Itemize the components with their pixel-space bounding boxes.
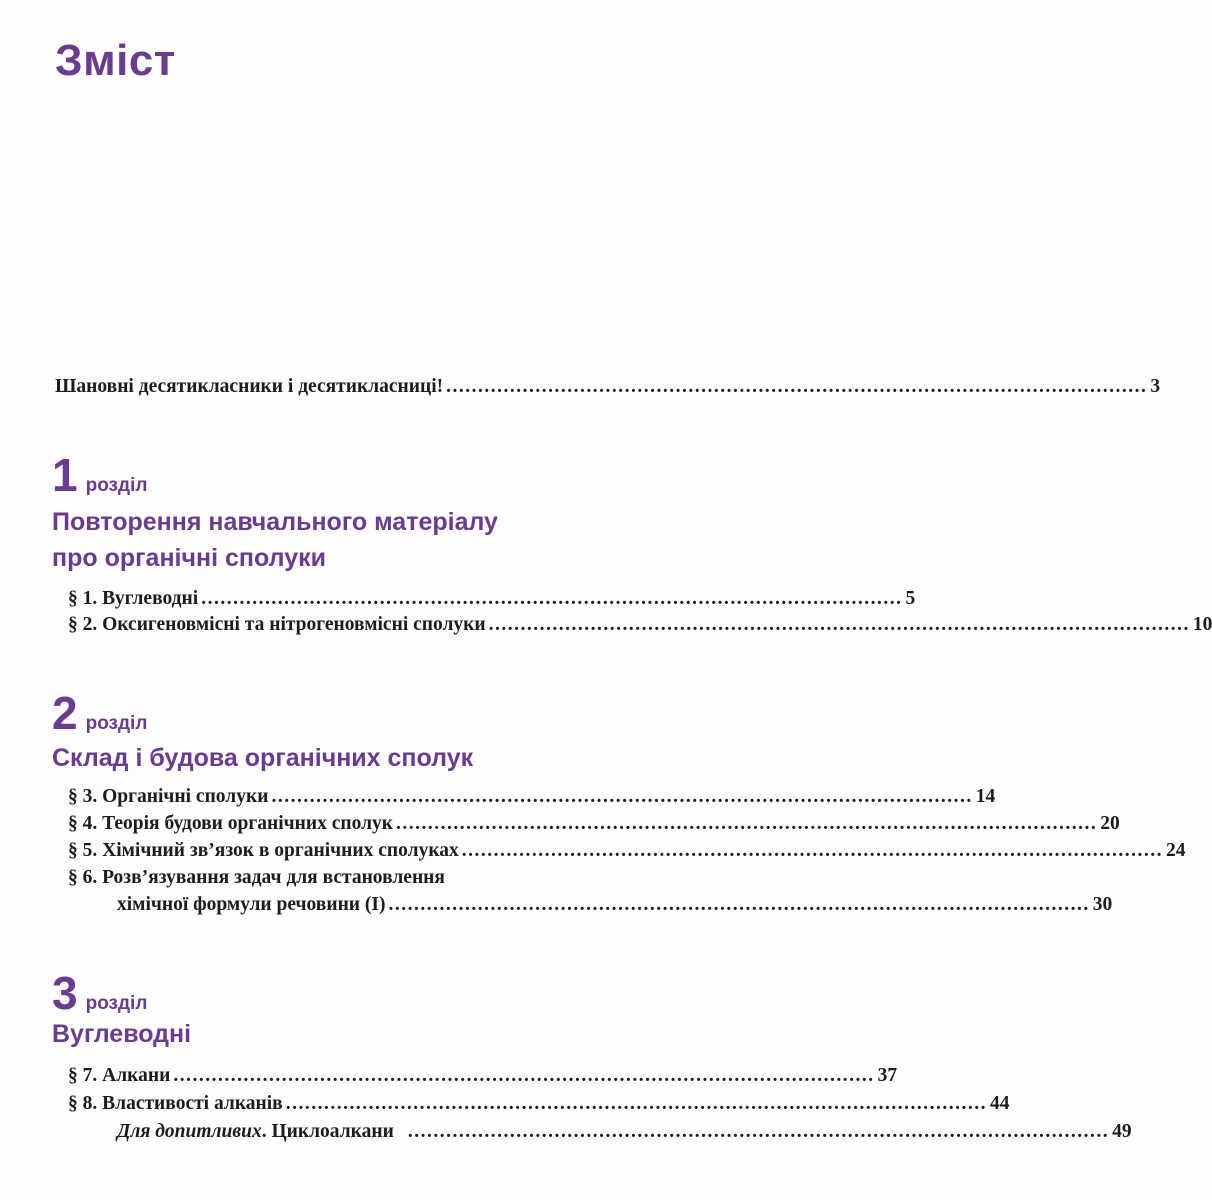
- toc-entry[interactable]: [68, 786, 996, 808]
- toc-entry-label: § 8. Властивості алканів: [68, 1093, 283, 1114]
- leader-dots: ..............................................................................................................: [388, 894, 1090, 915]
- toc-entry-label: § 5. Хімічний зв’язок в органічних сполуках: [68, 840, 459, 861]
- chapter-title-line: Склад і будова органічних сполук: [52, 744, 474, 772]
- toc-page-number: 10: [1192, 614, 1212, 635]
- toc-entry-label: § 2. Оксигеновмісні та нітрогеновмісні сполуки: [68, 614, 486, 635]
- toc-entry-label: § 7. Алкани: [68, 1065, 171, 1086]
- chapter-heading-2: [52, 687, 148, 739]
- toc-entry[interactable]: [68, 588, 916, 610]
- leader-dots: ..............................................................................................................: [461, 840, 1164, 861]
- toc-page-number: 20: [1100, 813, 1120, 834]
- chapter-title-1: [52, 504, 498, 576]
- chapter-heading-1: [52, 449, 148, 501]
- toc-entry-label: хімічної формули речовини (І): [117, 894, 386, 915]
- toc-page-number: 14: [975, 786, 996, 807]
- leader-dots: ..............................................................................................................: [173, 1065, 875, 1086]
- chapter-number: 3: [52, 967, 78, 1019]
- toc-page-number: 37: [877, 1065, 898, 1086]
- chapter-number: 2: [52, 687, 78, 739]
- toc-page-number: 44: [989, 1093, 1010, 1114]
- toc-entry-continuation[interactable]: [117, 1121, 1132, 1143]
- chapter-title-line: Вуглеводні: [52, 1020, 192, 1048]
- chapter-title-3: [52, 1016, 191, 1052]
- toc-entry[interactable]: [68, 867, 445, 889]
- chapter-heading-3: [52, 967, 148, 1019]
- toc-page-number: 24: [1166, 840, 1186, 861]
- toc-entry[interactable]: [68, 840, 1186, 862]
- toc-entry-label-rest: . Циклоалкани: [261, 1121, 394, 1142]
- toc-entry[interactable]: [68, 813, 1120, 835]
- chapter-word: розділ: [85, 475, 148, 496]
- leader-dots: ..............................................................................................................: [271, 786, 973, 807]
- leader-dots: ..............................................................................................................: [446, 376, 1148, 397]
- page-title: Зміст: [55, 36, 176, 85]
- leader-dots: ..............................................................................................................: [201, 588, 903, 609]
- toc-entry-label: Шановні десятикласники і десятикласниці!: [55, 376, 444, 397]
- chapter-number: 1: [52, 449, 78, 501]
- toc-entry-label: § 3. Органічні сполуки: [68, 786, 269, 807]
- toc-page-number: 3: [1150, 376, 1161, 397]
- leader-dots: ..............................................................................................................: [396, 813, 1098, 834]
- toc-page-number: 5: [905, 588, 916, 609]
- toc-entry-label: [117, 1121, 394, 1143]
- toc-entry-label: § 6. Розв’язування задач для встановлення: [68, 867, 445, 888]
- leader-dots: ..............................................................................................................: [285, 1093, 987, 1114]
- chapter-title-2: [52, 740, 473, 776]
- toc-entry[interactable]: [68, 1065, 898, 1087]
- toc-entry-label: § 4. Теорія будови органічних сполук: [68, 813, 394, 834]
- chapter-title-line: Повторення навчального матеріалу: [52, 508, 498, 536]
- toc-entry[interactable]: [68, 1093, 1010, 1115]
- toc-entry-label: § 1. Вуглеводні: [68, 588, 199, 609]
- toc-entry-italic-label: Для допитливих: [117, 1121, 262, 1142]
- toc-entry-intro[interactable]: [55, 376, 1161, 398]
- leader-dots: ..............................................................................................................: [488, 614, 1190, 635]
- toc-entry-continuation[interactable]: [117, 894, 1113, 916]
- toc-page-number: 49: [1112, 1121, 1132, 1142]
- chapter-title-line: про органічні сполуки: [52, 544, 326, 572]
- toc-entry[interactable]: [68, 614, 1212, 636]
- chapter-word: розділ: [85, 993, 148, 1014]
- chapter-word: розділ: [85, 713, 148, 734]
- leader-dots: ..............................................................................................................: [407, 1121, 1110, 1142]
- toc-page-number: 30: [1092, 894, 1113, 915]
